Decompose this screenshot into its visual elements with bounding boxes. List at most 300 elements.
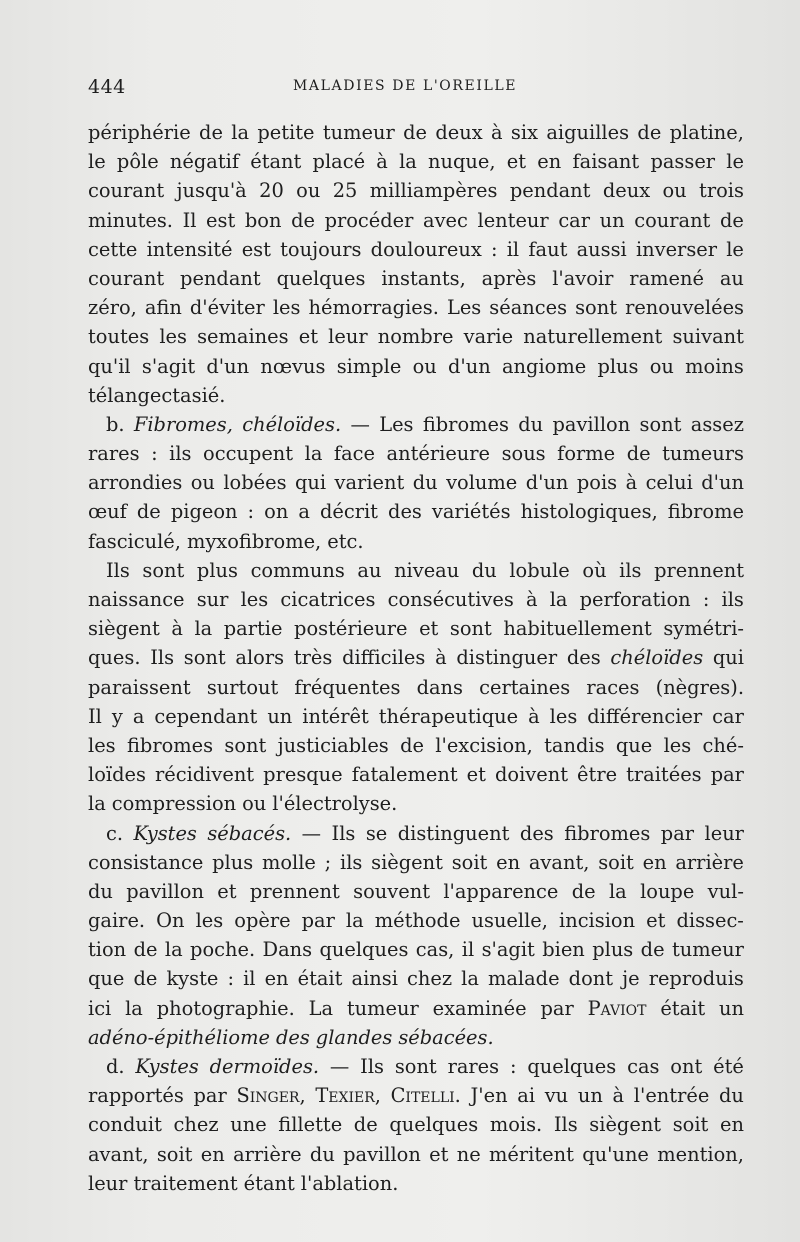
word: varie [463,325,514,349]
word: Ils [331,821,356,845]
word: distinguer [456,646,558,670]
word: de [571,879,596,903]
text-line [88,643,744,672]
word: Les [379,412,414,436]
word: suivant [672,325,744,349]
word: car [558,208,591,232]
word: loupe [640,879,695,903]
word: lenteur [477,208,549,232]
word: du [471,558,497,582]
word: reproduis [648,967,744,991]
word: les [663,733,692,757]
word: pigeon [170,500,238,524]
word: à [612,1084,625,1108]
word: dissec- [676,909,744,933]
word: a [298,500,310,524]
word: — [301,821,322,845]
word: sous [501,442,546,466]
word: histologiques, [520,500,658,524]
text-line [88,702,744,731]
text-line [88,1081,744,1110]
word: platine, [669,121,744,144]
word: aiguilles [546,121,630,144]
word: à [435,646,447,670]
word: Kystes [135,1055,199,1078]
word: Fibromes, [133,412,233,436]
text-line [88,673,744,702]
word: Ils [553,1113,578,1137]
text-line [88,381,744,410]
word: placé [312,150,366,174]
word: ils [721,588,744,611]
word: la [461,967,479,991]
word: ques. [88,646,141,670]
word: de [640,938,665,962]
word: d'un [206,354,250,378]
word: siègent [589,1113,662,1137]
word: il [506,237,520,261]
word: pendant [509,179,591,203]
word: de [626,442,651,466]
word: : [151,442,158,466]
text-line [88,410,744,439]
word: petite [257,121,315,144]
word: : [227,967,234,991]
word: sont [183,646,226,670]
word: tumeur [346,996,419,1020]
word: des [275,1025,310,1049]
word: sur [196,588,229,611]
word: justiciables [277,733,389,757]
body-text [88,118,744,1198]
word: sébacés. [207,821,292,845]
word: la [125,996,143,1020]
word: ; [324,850,332,874]
word: jusqu'à [176,179,247,203]
word: Ils [106,558,130,582]
text-line [88,994,744,1023]
word: fréquentes [294,675,401,699]
word: quelques [389,1113,479,1137]
word: à [528,704,540,728]
word: alors [235,646,285,670]
word: de [400,733,424,757]
word: sont [639,412,682,436]
word: kyste [166,967,219,991]
word: chéloïdes. [242,412,342,436]
word: moins [685,354,744,378]
word: la [88,792,106,816]
word: molle [261,850,316,874]
running-title: MALADIES DE L'OREILLE [293,78,518,94]
word: être [577,763,618,787]
word: et [217,879,237,903]
word: ont [670,1055,703,1078]
word: différencier [587,704,703,728]
text-line [88,118,744,147]
word: pois [576,471,618,495]
word: à [625,471,638,495]
word: partie [223,617,283,641]
word: lobées [223,471,287,495]
word: consistance [88,850,204,874]
word: intérêt [302,704,369,728]
word: soit [451,850,488,874]
word: a [132,704,145,728]
word: le [726,237,744,261]
word: bien [542,938,585,962]
word: forme [557,442,616,466]
word: naissance [88,588,185,611]
word: prennent [654,558,744,582]
word: malade [487,967,560,991]
word: renouvelées [625,296,744,320]
word: où [582,558,607,582]
word: loïdes [88,763,146,787]
word: chez [407,967,453,991]
word: la [399,150,417,174]
word: les [195,909,224,933]
word: (nègres). [655,675,744,699]
text-line [88,1169,744,1198]
word: cicatrices [280,588,376,611]
word: variétés [431,500,511,524]
word: ils [169,442,192,466]
word: faut [528,237,568,261]
word: ne [456,1142,481,1166]
word: les [549,704,578,728]
word: l'électrolyse. [272,792,398,816]
word: des [519,821,554,845]
word: chéloïdes [610,646,704,670]
word: courant [634,208,711,232]
word: Les [446,296,482,320]
word: afin [144,296,182,320]
word: fibromes [126,733,214,757]
word: tumeurs [662,442,744,466]
word: de [291,208,315,232]
word: souvent [353,879,430,903]
word: photographie. [156,996,295,1020]
word: de [133,938,158,962]
word: une [230,1113,267,1137]
word: celui [645,471,693,495]
word: un [599,208,625,232]
word: 20 [259,179,284,203]
word: 25 [332,179,358,203]
word: pavillon [552,412,631,436]
word: qui [712,646,744,670]
word: un [267,704,293,728]
word: de [637,121,662,144]
word: par [710,763,744,787]
word: : [509,1055,517,1078]
word: tandis [544,733,605,757]
text-line [88,235,744,264]
word: les [272,296,301,320]
word: ainsi [351,967,398,991]
word: J'en [470,1084,508,1108]
word: zéro, [88,296,137,320]
word: ai [517,1084,536,1108]
text-line [88,352,744,381]
word: périphérie [88,121,191,144]
word: deux [602,179,651,203]
word: distinguent [397,821,510,845]
word: pavillon [343,1142,421,1166]
word: dermoïdes. [209,1055,320,1078]
word: des [388,500,422,524]
word: glandes [315,1025,393,1049]
word: l'entrée [633,1084,710,1108]
word: du [518,412,544,436]
word: leur [328,325,368,349]
word: la [304,442,323,466]
word: ils [340,850,363,874]
word: un [577,1084,603,1108]
word: examinée [432,996,527,1020]
word: avant, [88,1142,149,1166]
word: télangectasié. [88,383,226,407]
word: pendant [180,266,261,290]
word: nombre [377,325,454,349]
word: deux [435,121,483,144]
word: du [309,1142,335,1166]
word: du [88,879,113,903]
word: d. [106,1055,125,1078]
word: mention, [657,1142,744,1166]
word: simple [336,354,402,378]
word: qu'il [88,354,131,378]
word: Kystes [133,821,197,845]
text-line [88,585,744,614]
text-line [88,147,744,176]
word: les [240,588,269,611]
word: d'un [701,471,744,495]
word: habituellement [503,617,652,641]
word: la [345,909,364,933]
word: fasciculé, [88,529,181,553]
word: étant [250,150,302,174]
word: en [264,967,289,991]
word: etc. [327,529,364,553]
text-line [88,906,744,935]
word: cependant [154,704,258,728]
word: prennent [249,879,340,903]
word: et [429,1142,449,1166]
word: est [206,208,236,232]
word: tumeur [671,938,744,962]
text-line [88,964,744,993]
word: et [506,150,527,174]
word: la [194,617,213,641]
word: cette [88,237,138,261]
word: un [719,996,744,1020]
word: cas [627,1055,660,1078]
word: : [702,588,710,611]
word: Paviot [587,996,647,1020]
word: symétri- [663,617,744,641]
word: Il [182,208,197,232]
word: siègent [88,617,160,641]
word: le [88,150,106,174]
text-line [88,176,744,205]
word: après [481,266,537,290]
word: antérieure [386,442,491,466]
page-header [88,76,744,106]
word: fibromes [564,821,651,845]
word: intensité [146,237,233,261]
text-line [88,760,744,789]
word: d'un [525,471,569,495]
word: de [353,1113,378,1137]
word: trois [699,179,744,203]
word: que [88,967,125,991]
word: est [241,237,271,261]
word: qu'une [582,1142,649,1166]
text-line [88,819,744,848]
word: et [298,325,319,349]
text-line [88,614,744,643]
word: en [537,150,562,174]
word: On [156,909,185,933]
word: nœvus [260,354,326,378]
word: ici [88,996,112,1020]
word: fibrome [667,500,744,524]
word: et [646,909,666,933]
word: incision [559,909,636,933]
word: d'un [448,354,491,378]
word: compression [111,792,237,816]
word: plus [597,354,639,378]
word: soit [598,850,634,874]
word: y [111,704,123,728]
word: étant [243,1171,295,1195]
word: races [586,675,640,699]
text-line [88,1110,744,1139]
word: plus [196,558,238,582]
word: hémorragies. [308,296,439,320]
word: de [133,967,158,991]
word: fibromes [422,412,509,436]
word: de [719,208,744,232]
word: nuque, [428,150,496,174]
word: sont [449,617,492,641]
word: qui [295,471,327,495]
word: la [231,121,250,144]
word: d'éviter [189,296,265,320]
word: procéder [324,208,414,232]
word: ché- [702,733,744,757]
word: La [308,996,334,1020]
word: en [719,1113,744,1137]
word: en [496,850,521,874]
word: au [357,558,382,582]
word: rares [88,442,140,466]
word: sébacées. [398,1025,494,1049]
word: avec [423,208,468,232]
word: œuf [88,500,127,524]
word: perforation [579,588,691,611]
word: presque [263,763,343,787]
word: — [350,412,370,436]
word: par [540,996,574,1020]
word: courant [88,179,165,203]
word: aussi [576,237,627,261]
word: vul- [707,879,744,903]
word: des [566,646,601,670]
word: ou [662,179,687,203]
word: méritent [489,1142,574,1166]
word: Texier, [315,1084,381,1108]
word: fatalement [351,763,458,787]
word: ou [190,471,215,495]
word: Citelli. [390,1084,461,1108]
word: je [622,967,640,991]
word: traitement [133,1171,238,1195]
word: semaines [197,325,289,349]
word: thérapeutique [378,704,519,728]
text-line [88,556,744,585]
word: dans [416,675,463,699]
word: douloureux [370,237,482,261]
word: occupent [203,442,294,466]
word: avant, [528,850,590,874]
word: les [159,325,187,349]
word: angiome [501,354,587,378]
word: sont [142,558,185,582]
word: conduit [88,1113,162,1137]
text-line [88,1052,744,1081]
word: à [171,617,183,641]
word: la [164,938,183,962]
word: usuelle, [471,909,548,933]
word: et [466,763,486,787]
word: adéno-épithéliome [88,1025,270,1049]
word: soit [672,1113,709,1137]
word: pavillon [126,879,204,903]
word: difficiles [342,646,426,670]
word: au [719,266,744,290]
word: communs [250,558,345,582]
word: courant [88,266,165,290]
word: il [243,967,256,991]
word: les [88,733,116,757]
word: tumeur [322,121,395,144]
word: toujours [280,237,362,261]
word: plus [592,938,634,962]
text-line [88,935,744,964]
word: minutes. [88,208,173,232]
word: se [365,821,388,845]
word: rapportés [88,1084,184,1108]
word: instants, [381,266,466,290]
word: négatif [169,150,239,174]
word: gaire. [88,909,146,933]
word: traitées [626,763,702,787]
word: varient [334,471,405,495]
word: inverser [635,237,718,261]
word: Ils [150,646,175,670]
word: assez [690,412,744,436]
word: : [490,237,498,261]
word: car [712,704,744,728]
word: Ils [360,1055,384,1078]
word: leur [88,1171,128,1195]
word: à [525,588,538,611]
word: fillette [278,1113,343,1137]
word: sont [575,296,618,320]
